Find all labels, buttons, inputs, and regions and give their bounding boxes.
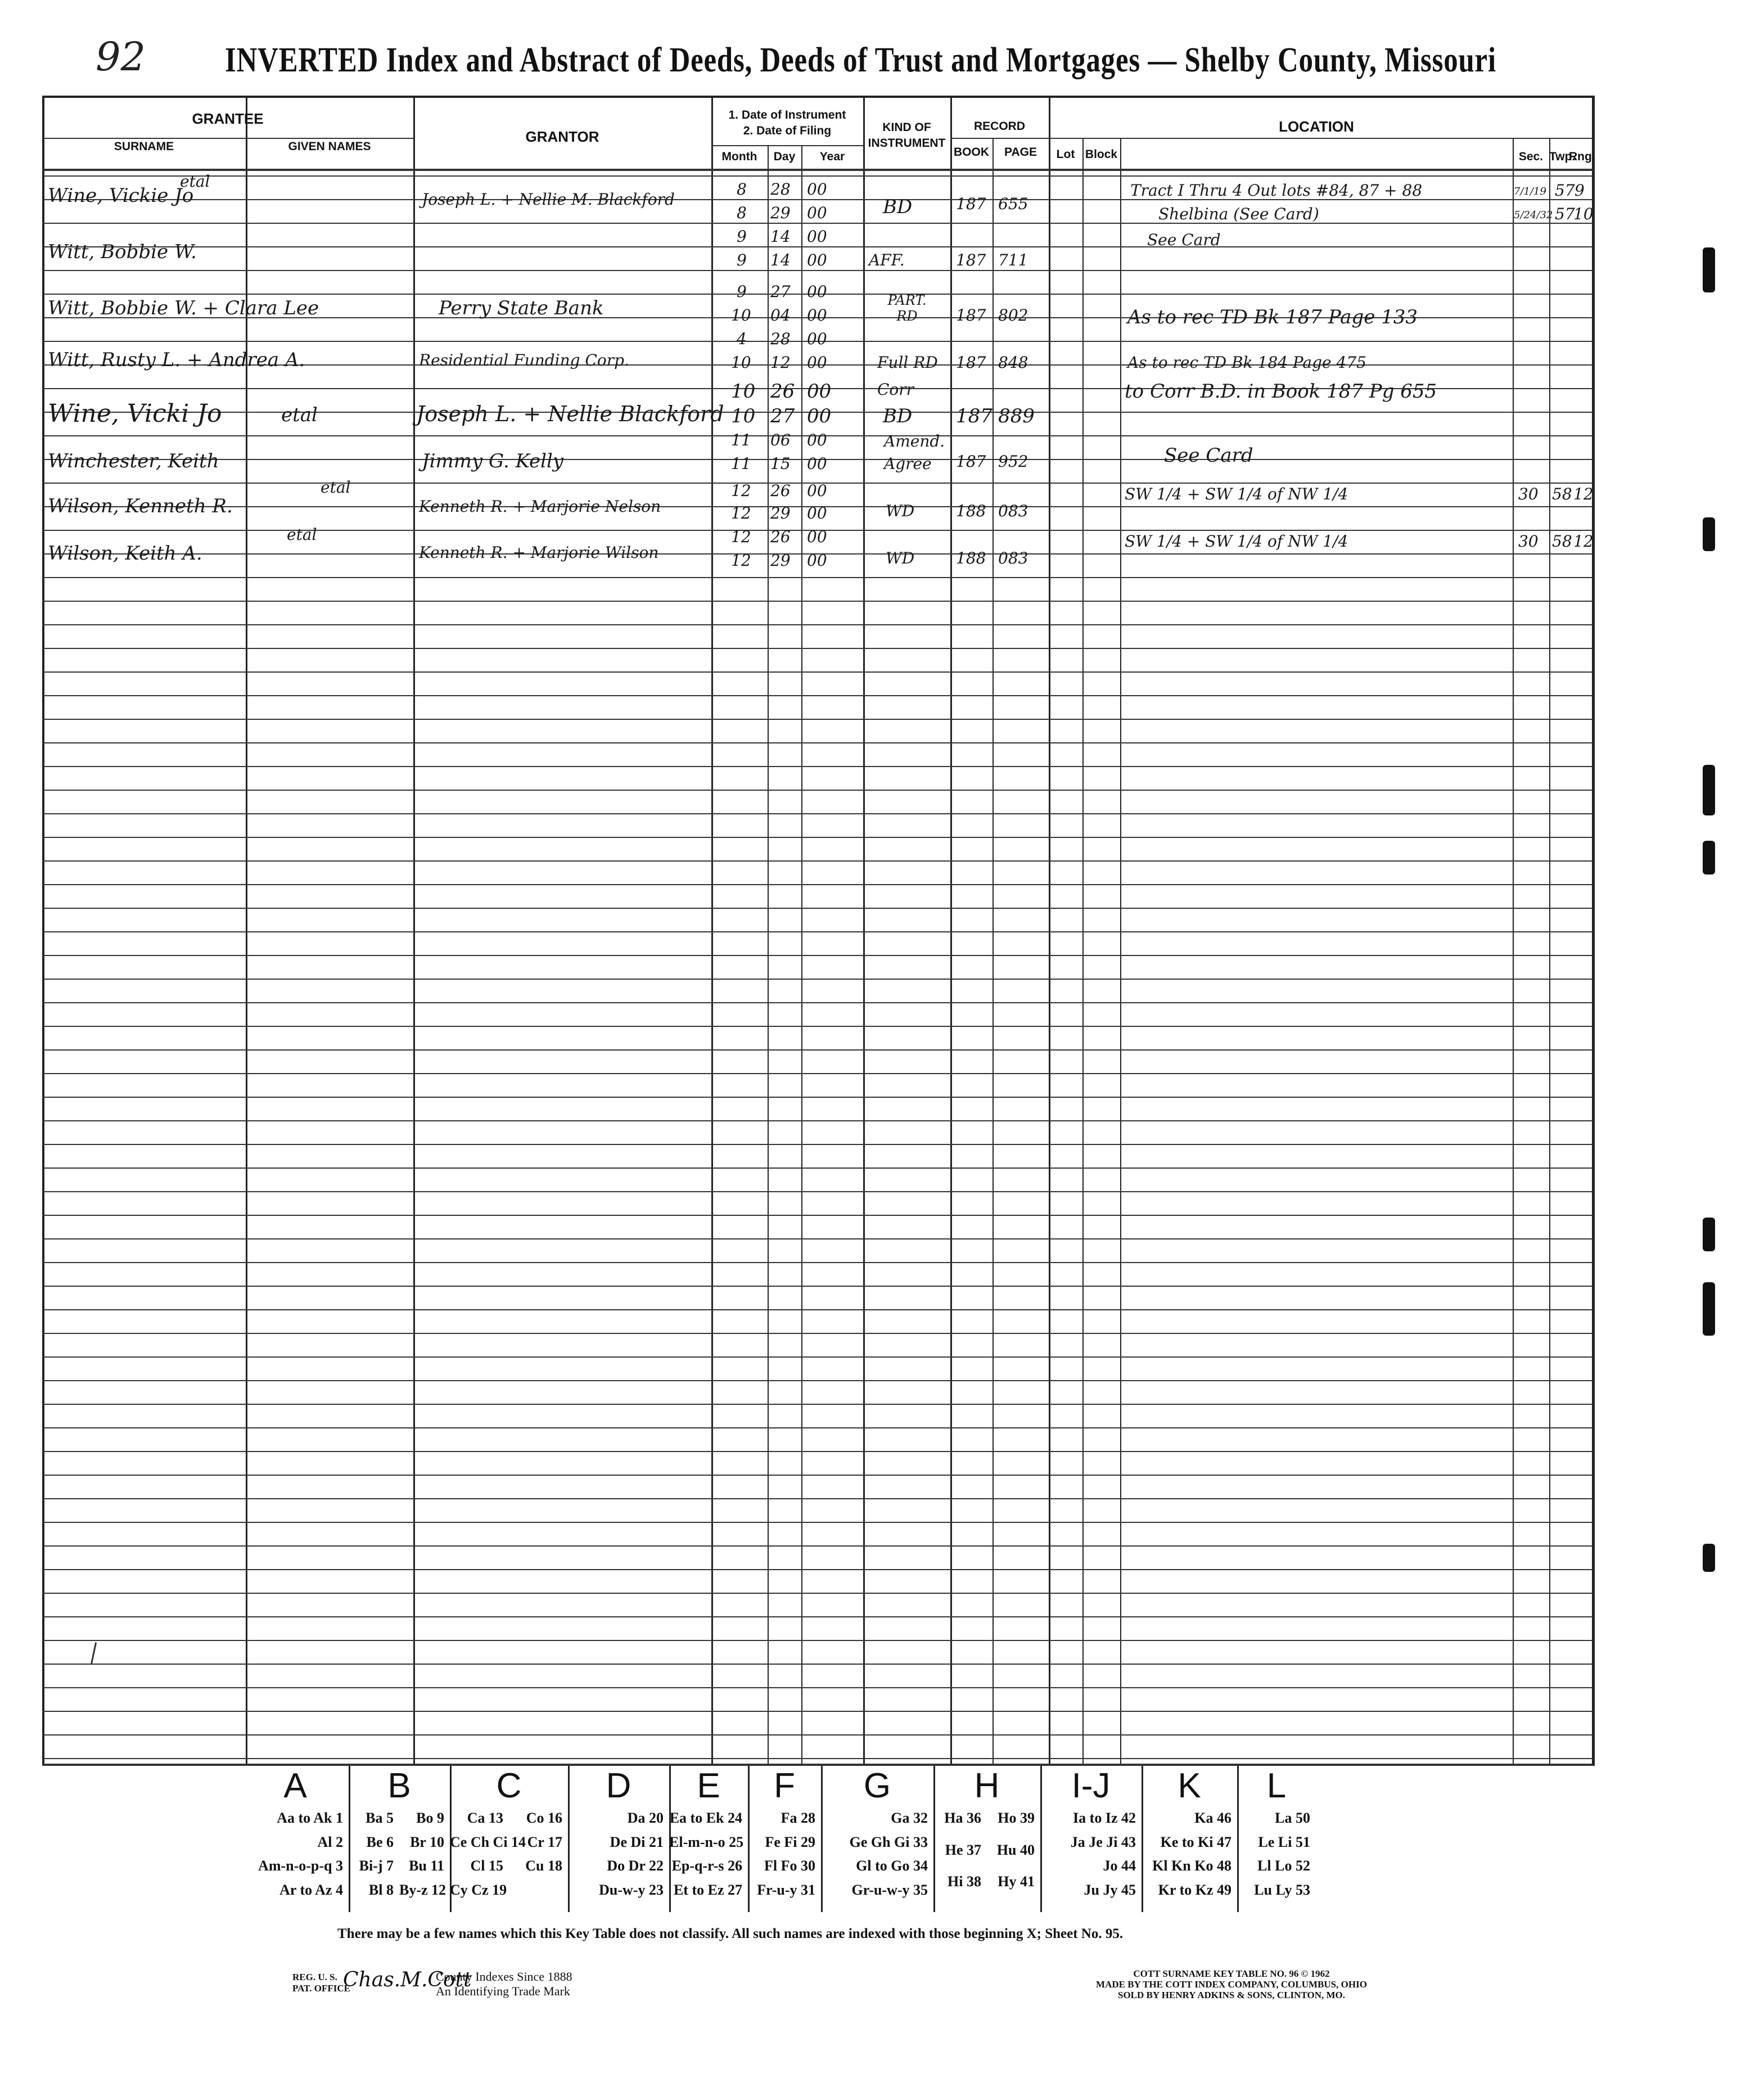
entry-etal: etal — [287, 525, 317, 544]
entry-rng: 12 — [1573, 532, 1594, 551]
ledger-rule — [42, 1640, 1593, 1641]
page-header: PAGE — [1004, 146, 1037, 159]
ledger-rule — [42, 766, 1593, 767]
key-entry: Ca 13 — [467, 1810, 503, 1826]
entry-day-filing: 29 — [770, 204, 791, 222]
ledger-rule — [42, 884, 1593, 885]
ledger-rule — [42, 1664, 1593, 1665]
key-entry: Cy Cz 19 — [450, 1881, 507, 1898]
entry-book: 188 — [956, 549, 986, 567]
key-letter: D — [606, 1766, 631, 1805]
entry-grantee: Witt, Bobbie W. + Clara Lee — [48, 297, 319, 319]
book-header: BOOK — [954, 146, 989, 159]
page-number: 92 — [96, 34, 146, 80]
col-divider-record — [1049, 96, 1050, 1766]
key-column-e — [669, 1766, 750, 1912]
entry-day-filing: 14 — [770, 251, 791, 269]
entry-day: 26 — [770, 528, 791, 546]
ledger-rule — [42, 1144, 1593, 1145]
key-entry: Al 2 — [317, 1833, 343, 1850]
ledger-rule — [42, 1593, 1593, 1594]
entry-twp: 58 — [1552, 532, 1572, 551]
footer-seller: SOLD BY HENRY ADKINS & SONS, CLINTON, MO. — [1117, 1990, 1345, 2000]
key-letter: C — [496, 1766, 522, 1805]
key-entry: Am-n-o-p-q 3 — [258, 1858, 343, 1874]
entry-year: 00 — [807, 481, 827, 500]
entry-page: 655 — [998, 195, 1028, 213]
ledger-rule — [42, 1522, 1593, 1523]
key-letter: A — [283, 1766, 307, 1805]
entry-page: 952 — [998, 452, 1028, 471]
ledger-rule — [42, 790, 1593, 791]
entry-book: 187 — [956, 452, 986, 471]
ledger-rule — [42, 1616, 1593, 1617]
entry-grantee: Wine, Vicki Jo — [48, 399, 222, 428]
key-entry: Gl to Go 34 — [856, 1858, 928, 1874]
ledger-rule — [42, 742, 1593, 743]
entry-year: 00 — [807, 528, 827, 546]
entry-year-filing: 00 — [807, 353, 827, 372]
key-letter: I-J — [1071, 1766, 1111, 1805]
key-entry: By-z 12 — [399, 1881, 446, 1898]
entry-kind-2: Agree — [884, 454, 932, 473]
key-entry: Fr-u-y 31 — [757, 1881, 815, 1898]
key-entry: Hu 40 — [996, 1841, 1035, 1858]
entry-location: See Card — [1164, 444, 1253, 467]
footer-trademark: An Identifying Trade Mark — [436, 1984, 570, 1998]
entry-grantor: Perry State Bank — [439, 297, 604, 319]
entry-day: 26 — [770, 481, 791, 500]
binder-ring-mark — [1703, 765, 1715, 815]
ledger-rule — [42, 1758, 1593, 1759]
rng-header: Rng. — [1569, 150, 1595, 163]
entry-day: 28 — [770, 180, 791, 199]
header-bottom-rule — [42, 169, 1593, 171]
ledger-rule — [42, 1356, 1593, 1358]
entry-day-filing: 27 — [770, 405, 795, 427]
ledger-rule — [42, 1711, 1593, 1712]
binder-ring-mark — [1703, 1218, 1715, 1251]
key-entry: Ja Je Ji 43 — [1070, 1833, 1136, 1850]
footer-pat: PAT. OFFICE — [292, 1983, 350, 1994]
key-entry: Co 16 — [526, 1810, 562, 1826]
key-column-c — [450, 1766, 570, 1912]
key-column-f — [748, 1766, 823, 1912]
col-divider-grantor — [711, 96, 713, 1766]
key-footnote: There may be a few names which this Key Table does not classify. All such names are indexed with those beginning X; Sheet No. 95. — [337, 1926, 1124, 1941]
entry-year: 00 — [807, 227, 827, 246]
entry-etal: etal — [321, 478, 351, 497]
entry-page: 083 — [998, 502, 1028, 520]
entry-location: SW 1/4 + SW 1/4 of NW 1/4 — [1125, 532, 1348, 551]
entry-grantor: Kenneth R. + Marjorie Nelson — [419, 497, 661, 516]
ledger-rule — [42, 979, 1593, 980]
key-entry: Ll Lo 52 — [1257, 1858, 1310, 1874]
key-column-l — [1237, 1766, 1316, 1912]
entry-grantee: Witt, Bobbie W. — [48, 241, 197, 263]
footer-maker: MADE BY THE COTT INDEX COMPANY, COLUMBUS, OHIO — [1096, 1979, 1367, 1990]
kind-header-line2: INSTRUMENT — [868, 137, 946, 150]
entry-grantee: Wine, Vickie Jo — [48, 184, 194, 207]
key-entry: Ju Jy 45 — [1084, 1881, 1136, 1898]
entry-month: 10 — [731, 380, 756, 403]
year-header: Year — [819, 150, 845, 163]
ledger-rule — [42, 837, 1593, 838]
ledger-rule — [42, 1569, 1593, 1570]
entry-page: 848 — [998, 353, 1028, 372]
key-entry: Bu 11 — [409, 1858, 444, 1874]
key-entry: Ep-q-r-s 26 — [671, 1858, 742, 1874]
month-header: Month — [721, 150, 757, 163]
date-filing-header: 2. Date of Filing — [743, 124, 832, 137]
entry-sec: 30 — [1518, 532, 1539, 551]
entry-month-filing: 12 — [731, 551, 751, 570]
key-entry: Le Li 51 — [1258, 1833, 1310, 1850]
entry-grantor: Kenneth R. + Marjorie Wilson — [419, 543, 659, 562]
key-entry: Ka 46 — [1194, 1810, 1231, 1826]
day-header: Day — [773, 150, 796, 163]
ledger-rule — [42, 719, 1593, 720]
entry-kind-2: BD — [883, 405, 913, 427]
entry-month-filing: 8 — [737, 204, 747, 222]
header-divider-location — [1049, 138, 1593, 139]
key-entry: La 50 — [1275, 1810, 1310, 1826]
header-divider-grantee — [42, 138, 413, 139]
given-names-header: GIVEN NAMES — [288, 140, 371, 153]
ledger-rule — [42, 908, 1593, 909]
entry-location: Tract I Thru 4 Out lots #84, 87 + 88 — [1130, 181, 1423, 200]
ledger-rule — [42, 1049, 1593, 1051]
ledger-rule — [42, 175, 1593, 177]
entry-book: 187 — [956, 306, 986, 324]
entry-day: 14 — [770, 227, 791, 246]
key-letter: K — [1177, 1766, 1201, 1805]
entry-year-filing: 00 — [807, 504, 827, 522]
header-divider-dates — [711, 145, 863, 146]
entry-year: 00 — [807, 282, 827, 301]
entry-month: 9 — [737, 227, 747, 246]
entry-grantor: Residential Funding Corp. — [419, 351, 629, 369]
entry-day-filing: 29 — [770, 504, 791, 522]
key-entry: Da 20 — [627, 1810, 664, 1826]
entry-kind: WD — [886, 502, 915, 520]
key-entry: Fl Fo 30 — [764, 1858, 815, 1874]
key-entry: Br 10 — [410, 1833, 444, 1850]
ledger-rule — [42, 1545, 1593, 1547]
key-entry: Jo 44 — [1103, 1858, 1136, 1874]
entry-year-filing: 00 — [807, 454, 827, 473]
entry-month-filing: 11 — [731, 454, 751, 473]
key-entry: Bi-j 7 — [359, 1858, 394, 1874]
key-entry: El-m-n-o 25 — [669, 1833, 744, 1850]
key-entry: Cu 18 — [525, 1858, 562, 1874]
key-column-h — [933, 1766, 1042, 1912]
surname-header: SURNAME — [114, 140, 174, 153]
entry-year-filing: 00 — [807, 551, 827, 570]
page-title: INVERTED Index and Abstract of Deeds, Deeds of Trust and Mortgages — Shelby County, Missouri — [225, 41, 1496, 79]
ledger-rule — [42, 648, 1593, 649]
ledger-rule — [42, 1309, 1593, 1310]
key-entry: Fe Fi 29 — [765, 1833, 815, 1850]
ledger-rule — [42, 1002, 1593, 1003]
entry-kind: Full RD — [877, 353, 938, 372]
ledger-rule — [42, 1475, 1593, 1476]
entry-sec: 30 — [1518, 485, 1539, 503]
entry-grantee: Wilson, Kenneth R. — [48, 495, 233, 517]
key-column-b — [349, 1766, 452, 1912]
entry-location: As to rec TD Bk 187 Page 133 — [1127, 306, 1418, 328]
header-divider-record — [950, 138, 1049, 139]
footer-since: County Indexes Since 1888 — [436, 1969, 572, 1984]
key-column-g — [821, 1766, 935, 1912]
ledger-rule — [42, 1215, 1593, 1216]
entry-year-filing: 00 — [807, 405, 832, 427]
entry-sec: 7/1/19 — [1514, 186, 1546, 197]
ledger-rule — [42, 1120, 1593, 1121]
ledger-rule — [42, 1451, 1593, 1452]
binder-ring-mark — [1703, 1282, 1715, 1336]
ledger-rule — [42, 1262, 1593, 1263]
entry-page: 802 — [998, 306, 1028, 324]
key-entry: Ke to Ki 47 — [1160, 1833, 1231, 1850]
entry-book: 187 — [956, 353, 986, 372]
entry-year-filing: 00 — [807, 251, 827, 269]
key-column-d — [568, 1766, 671, 1912]
entry-grantee: Winchester, Keith — [48, 450, 219, 472]
entry-month-filing: 9 — [737, 251, 747, 269]
ledger-rule — [42, 1380, 1593, 1381]
footer-reg: REG. U. S. — [292, 1972, 337, 1982]
entry-month: 12 — [731, 528, 751, 546]
ledger-rule — [42, 1097, 1593, 1098]
entry-etal: etal — [180, 172, 210, 191]
entry-page: 889 — [998, 405, 1035, 427]
entry-twp: 57 — [1555, 181, 1575, 200]
surname-key-table — [242, 1766, 1406, 1912]
ledger-rule — [42, 1427, 1593, 1428]
entry-grantee: Witt, Rusty L. + Andrea A. — [48, 349, 305, 371]
entry-etal: etal — [281, 404, 318, 426]
key-entry: Gr-u-w-y 35 — [851, 1881, 928, 1898]
key-letter: L — [1266, 1766, 1287, 1805]
key-entry: Be 6 — [366, 1833, 394, 1850]
ledger-rule — [42, 1498, 1593, 1499]
entry-year: 00 — [807, 380, 832, 403]
entry-day-filing: 12 — [770, 353, 791, 372]
entry-day-filing: 04 — [770, 306, 791, 324]
key-entry: Hi 38 — [948, 1873, 981, 1890]
entry-grantor: Joseph L. + Nellie Blackford — [416, 402, 724, 426]
binder-ring-mark — [1703, 247, 1715, 292]
entry-rng-2: 10 — [1573, 205, 1594, 223]
key-entry: Ge Gh Gi 33 — [849, 1833, 928, 1850]
entry-month: 9 — [737, 282, 747, 301]
ledger-rule — [42, 270, 1593, 271]
key-entry: Bl 8 — [368, 1881, 394, 1898]
key-entry: He 37 — [945, 1841, 981, 1858]
ledger-rule — [42, 1286, 1593, 1287]
entry-rng: 12 — [1573, 485, 1594, 503]
entry-grantor: Joseph L. + Nellie M. Blackford — [422, 190, 675, 209]
col-divider-kind — [950, 96, 952, 1766]
ledger-rule — [42, 601, 1593, 602]
key-entry: Ha 36 — [944, 1810, 981, 1826]
key-entry: Ho 39 — [998, 1810, 1035, 1826]
key-entry: Et to Ez 27 — [673, 1881, 742, 1898]
entry-year: 00 — [807, 431, 827, 449]
cott-signature-logo: Chas.M.Cott — [343, 1968, 472, 1991]
entry-day: 06 — [770, 431, 791, 449]
key-entry: Hy 41 — [998, 1873, 1035, 1890]
ledger-rule — [42, 860, 1593, 862]
entry-day-filing: 15 — [770, 454, 791, 473]
key-entry: Cl 15 — [470, 1858, 503, 1874]
entry-page: 083 — [998, 549, 1028, 567]
binder-ring-mark — [1703, 517, 1715, 551]
record-header: RECORD — [973, 120, 1025, 133]
ledger-rule — [42, 1687, 1593, 1688]
entry-month-filing: 10 — [731, 306, 751, 324]
block-header: Block — [1085, 148, 1118, 161]
ledger-rule — [42, 246, 1593, 247]
binder-ring-mark — [1703, 1544, 1715, 1572]
entry-twp-2: 57 — [1555, 205, 1575, 223]
entry-month: 4 — [737, 330, 747, 348]
key-column-i-j — [1040, 1766, 1143, 1912]
entry-book: 188 — [956, 502, 986, 520]
ledger-rule — [42, 671, 1593, 673]
col-divider-right-margin — [1593, 96, 1595, 1766]
key-entry: Ea to Ek 24 — [669, 1810, 742, 1826]
entry-month: 11 — [731, 431, 751, 449]
entry-day: 28 — [770, 330, 791, 348]
entry-location: See Card — [1147, 231, 1221, 249]
key-entry: Ga 32 — [891, 1810, 928, 1826]
entry-year: 00 — [807, 180, 827, 199]
key-letter: F — [774, 1766, 795, 1805]
ledger-rule — [42, 223, 1593, 224]
ledger-rule — [42, 931, 1593, 932]
entry-location-2: Shelbina (See Card) — [1158, 205, 1319, 223]
key-entry: Fa 28 — [781, 1810, 815, 1826]
entry-page: 711 — [998, 251, 1028, 269]
key-entry: Kl Kn Ko 48 — [1152, 1858, 1231, 1874]
key-letter: B — [387, 1766, 411, 1805]
kind-header-line1: KIND OF — [882, 121, 931, 134]
key-entry: Ia to Iz 42 — [1073, 1810, 1136, 1826]
key-letter: G — [863, 1766, 891, 1805]
ledger-rule — [42, 813, 1593, 814]
key-entry: Du-w-y 23 — [599, 1881, 664, 1898]
entry-month-filing: 10 — [731, 405, 756, 427]
key-entry: Kr to Kz 49 — [1158, 1881, 1231, 1898]
ledger-rule — [42, 1073, 1593, 1074]
key-entry: Aa to Ak 1 — [277, 1810, 343, 1826]
ledger-rule — [42, 695, 1593, 696]
key-column-k — [1142, 1766, 1239, 1912]
key-entry: Bo 9 — [416, 1810, 444, 1826]
key-column-a — [242, 1766, 350, 1912]
entry-grantee: Wilson, Keith A. — [48, 542, 202, 565]
key-entry: Ce Ch Ci 14 — [450, 1833, 526, 1850]
key-entry: Lu Ly 53 — [1254, 1881, 1310, 1898]
lot-header: Lot — [1056, 148, 1075, 161]
key-entry: Do Dr 22 — [607, 1858, 664, 1874]
entry-twp: 58 — [1552, 485, 1572, 503]
entry-month-filing: 10 — [731, 353, 751, 372]
entry-grantor: Jimmy G. Kelly — [422, 450, 564, 472]
entry-location: As to rec TD Bk 184 Page 475 — [1127, 353, 1366, 372]
ledger-rule — [42, 1734, 1593, 1736]
ledger-rule — [42, 1026, 1593, 1027]
ledger-rule — [42, 955, 1593, 956]
location-header: LOCATION — [1279, 118, 1354, 135]
entry-day: 27 — [770, 282, 791, 301]
entry-kind: PART. RD — [887, 292, 927, 324]
ledger-rule — [42, 624, 1593, 625]
entry-book: 187 — [956, 195, 986, 213]
grantor-header: GRANTOR — [525, 128, 599, 145]
entry-kind: WD — [886, 549, 915, 567]
key-entry: De Di 21 — [610, 1833, 664, 1850]
entry-month: 8 — [737, 180, 747, 199]
sec-header: Sec. — [1518, 150, 1544, 163]
entry-kind: AFF. — [869, 251, 905, 269]
key-entry: Ar to Az 4 — [279, 1881, 343, 1898]
key-entry: Ba 5 — [366, 1810, 394, 1826]
entry-book: 187 — [956, 251, 986, 269]
footer-keytable-no: COTT SURNAME KEY TABLE NO. 96 © 1962 — [1133, 1968, 1330, 1979]
ledger-rule — [42, 1238, 1593, 1239]
ledger-rule — [42, 1168, 1593, 1169]
col-divider-given — [413, 96, 415, 1766]
entry-month-filing: 12 — [731, 504, 751, 522]
entry-rng: 9 — [1574, 181, 1585, 200]
entry-day-filing: 29 — [770, 551, 791, 570]
ledger-rule — [42, 1404, 1593, 1405]
entry-year-filing: 00 — [807, 306, 827, 324]
date-instrument-header: 1. Date of Instrument — [728, 109, 846, 121]
entry-sec-2: 5/24/32 — [1514, 209, 1553, 221]
entry-kind: BD — [883, 196, 913, 218]
entry-kind: Amend. — [884, 432, 945, 450]
col-divider-surname — [246, 96, 247, 1766]
ledger-rule — [42, 1333, 1593, 1334]
entry-day: 26 — [770, 380, 795, 403]
entry-location: to Corr B.D. in Book 187 Pg 655 — [1125, 380, 1437, 403]
twp-header: Twp. — [1549, 150, 1576, 163]
entry-book: 187 — [956, 405, 992, 427]
entry-year-filing: 00 — [807, 204, 827, 222]
binder-ring-mark — [1703, 841, 1715, 875]
entry-month: 12 — [731, 481, 751, 500]
ledger-rule — [42, 1191, 1593, 1192]
ledger-rule — [42, 577, 1593, 578]
key-letter: E — [697, 1766, 720, 1805]
key-letter: H — [974, 1766, 1000, 1805]
entry-location: SW 1/4 + SW 1/4 of NW 1/4 — [1125, 485, 1348, 503]
entry-kind: Corr — [877, 380, 914, 399]
col-divider-dates — [863, 96, 865, 1766]
entry-year: 00 — [807, 330, 827, 348]
grantee-header: GRANTEE — [192, 110, 264, 127]
key-entry: Cr 17 — [527, 1833, 562, 1850]
